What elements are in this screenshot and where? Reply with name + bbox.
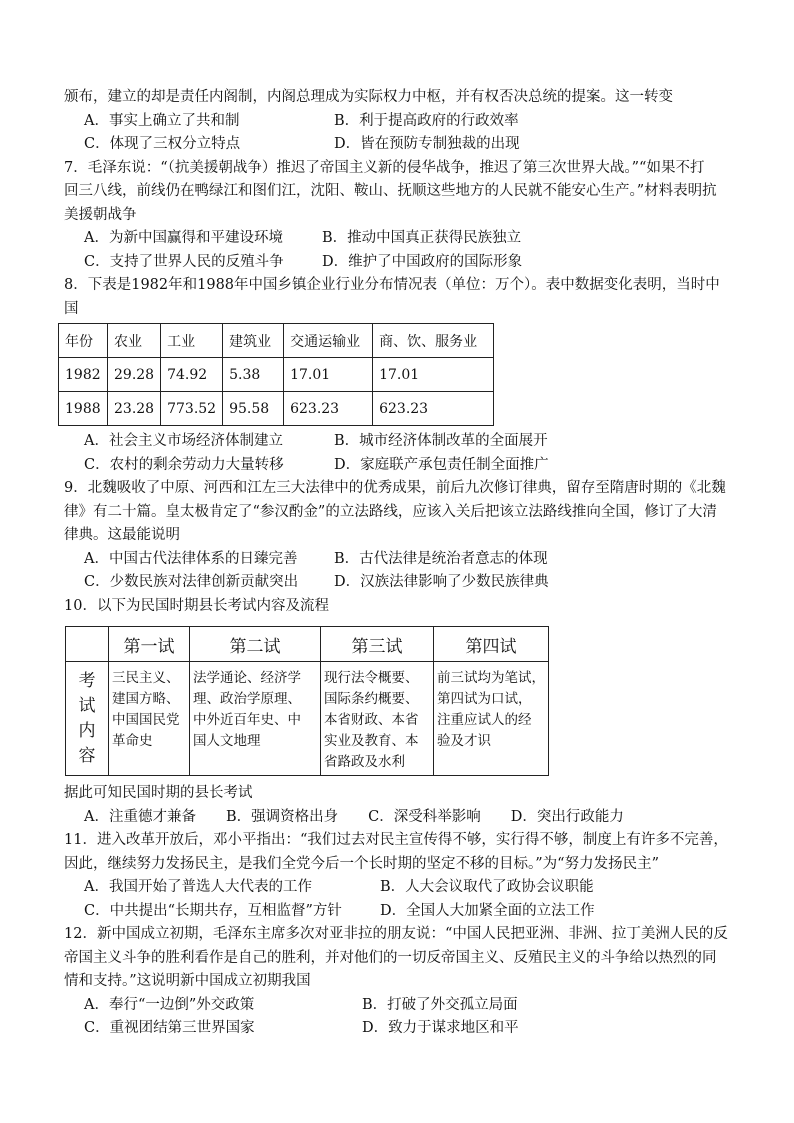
q11-stem-line2: 因此，继续努力发扬民主，是我们全党今后一个长时期的坚定不移的目标。”为“努力发扬民主” [64, 855, 659, 872]
q10-option-a[interactable]: A．注重德才兼备 [84, 808, 196, 825]
q9-stem-line3: 律典。这最能说明 [64, 527, 180, 543]
q11-option-a[interactable]: A．我国开始了普选人大代表的工作 [84, 879, 312, 895]
q10-option-b[interactable]: B．强调资格出身 [225, 808, 339, 825]
q9-stem-line2: 律》有二十篇。皇太极肯定了“参汉酌金”的立法路线，应该入关后把该立法路线推向全国，修订了大清 [64, 503, 717, 520]
q12-stem-line1: 12．新中国成立初期，毛泽东主席多次对亚非拉的朋友说：“中国人民把亚洲、非洲、拉丁美洲人民的反 [64, 926, 728, 942]
q6-options-row1 [64, 110, 744, 134]
q8-stem-line1: 8．下表是1982年和1988年中国乡镇企业行业分布情况表（单位：万个）。表中数据变化表明，当时中 [64, 277, 720, 293]
q8-option-c[interactable]: C．农村的剩余劳动力大量转移 [84, 456, 284, 473]
q6-option-b[interactable]: B．利于提高政府的行政效率 [334, 112, 519, 129]
q10-col-first: 第一试 [109, 627, 190, 662]
table-row [59, 358, 494, 392]
q10-cell-fourth: 前三试均为笔试， 第四试为口试， 注重应试人的经 验及才识 [434, 662, 549, 776]
table-cell: 1988 [59, 392, 108, 426]
q8-col-industry: 工业 [161, 324, 223, 358]
q8-stem-line2: 国 [64, 300, 79, 317]
q10-cell-second: 法学通论、经济学 理、政治学原理、 中外近百年史、中 国人文地理 [190, 662, 321, 776]
q8-data-table [58, 323, 494, 426]
table-cell: 74.92 [161, 358, 223, 392]
q12-options-row1 [64, 994, 744, 1018]
q10-option-d[interactable]: D．突出行政能力 [510, 808, 624, 825]
q8-col-transport: 交通运输业 [284, 324, 373, 358]
q7-option-b[interactable]: B．推动中国真正获得民族独立 [322, 230, 522, 246]
q10-col-third: 第三试 [321, 627, 434, 662]
q11-option-b[interactable]: B．人大会议取代了政协会议职能 [380, 879, 594, 895]
q7-stem-line1: 7．毛泽东说：“（抗美援朝战争）推迟了帝国主义新的侵华战争，推迟了第三次世界大战。”“如果不打 [64, 159, 705, 176]
q9-option-a[interactable]: A．中国古代法律体系的日臻完善 [84, 550, 298, 567]
q6-stem: 颁布，建立的却是责任内阁制，内阁总理成为实际权力中枢，并有权否决总统的提案。这一转变 [64, 89, 673, 105]
q10-exam-table [65, 626, 549, 776]
q10-col-fourth: 第四试 [434, 627, 549, 662]
q6-option-d[interactable]: D．皆在预防专制独裁的出现 [334, 136, 520, 152]
q10-options-row [64, 806, 744, 830]
q9-option-c[interactable]: C．少数民族对法律创新贡献突出 [84, 574, 299, 590]
q6-option-c[interactable]: C．体现了三权分立特点 [84, 136, 241, 152]
q8-col-service: 商、饮、服务业 [373, 324, 494, 358]
q8-col-year: 年份 [59, 324, 108, 358]
q10-option-c[interactable]: C．深受科举影响 [368, 808, 481, 825]
q12-option-b[interactable]: B．打破了外交孤立局面 [362, 996, 518, 1013]
q11-options-row1 [64, 876, 744, 900]
q7-options-row1 [64, 227, 744, 251]
q6-option-a[interactable]: A．事实上确立了共和制 [84, 112, 240, 129]
q12-option-c[interactable]: C．重视团结第三世界国家 [84, 1020, 255, 1036]
table-cell: 23.28 [108, 392, 161, 426]
table-cell: 623.23 [373, 392, 494, 426]
q8-options-row2 [64, 454, 744, 478]
q10-row-head: 考 试 内 容 [66, 662, 109, 776]
table-cell: 1982 [59, 358, 108, 392]
q8-option-a[interactable]: A．社会主义市场经济体制建立 [84, 433, 283, 449]
q12-option-a[interactable]: A．奉行“一边倒”外交政策 [84, 996, 255, 1013]
q9-option-d[interactable]: D．汉族法律影响了少数民族律典 [334, 574, 549, 590]
table-cell: 623.23 [284, 392, 373, 426]
q9-stem-line1: 9．北魏吸收了中原、河西和江左三大法律中的优秀成果，前后九次修订律典，留存至隋唐时期的《北魏 [64, 480, 726, 496]
q8-col-construction: 建筑业 [223, 324, 284, 358]
q12-option-d[interactable]: D．致力于谋求地区和平 [362, 1020, 519, 1036]
q12-options-row2 [64, 1017, 744, 1041]
q11-options-row2 [64, 900, 744, 924]
q10-stem-line1: 10．以下为民国时期县长考试内容及流程 [64, 597, 329, 614]
table-cell: 95.58 [223, 392, 284, 426]
q7-stem-line2: 回三八线，前线仍在鸭绿江和图们江，沈阳、鞍山、抚顺这些地方的人民就不能安心生产。”材料表明抗 [64, 183, 717, 199]
q10-table-header-row [66, 627, 549, 662]
q11-option-d[interactable]: D．全国人大加紧全面的立法工作 [380, 902, 595, 919]
q12-stem-line3: 情和支持。”这说明新中国成立初期我国 [64, 973, 311, 989]
q10-cell-first: 三民主义、 建国方略、 中国国民党 革命史 [109, 662, 190, 776]
q7-option-a[interactable]: A．为新中国赢得和平建设环境 [84, 230, 283, 246]
q8-option-d[interactable]: D．家庭联产承包责任制全面推广 [334, 456, 549, 473]
table-cell: 773.52 [161, 392, 223, 426]
q10-col-second: 第二试 [190, 627, 321, 662]
q10-stem-line2: 据此可知民国时期的县长考试 [64, 785, 253, 801]
table-row [59, 392, 494, 426]
q8-col-agriculture: 农业 [108, 324, 161, 358]
table-cell: 5.38 [223, 358, 284, 392]
table-cell: 17.01 [373, 358, 494, 392]
q12-stem-line2: 帝国主义斗争的胜利看作是自己的胜利，并对他们的一切反帝国主义、反殖民主义的斗争给以热烈的同 [64, 949, 717, 966]
table-cell: 17.01 [284, 358, 373, 392]
q9-options-row1 [64, 548, 744, 572]
q7-option-c[interactable]: C．支持了世界人民的反殖斗争 [84, 253, 284, 270]
q11-option-c[interactable]: C．中共提出“长期共存，互相监督”方针 [84, 902, 342, 919]
table-row [66, 662, 549, 776]
q10-corner-cell [66, 627, 109, 662]
table-cell: 29.28 [108, 358, 161, 392]
q7-stem-line3: 美援朝战争 [64, 206, 137, 223]
q10-cell-third: 现行法令概要、 国际条约概要、 本省财政、本省 实业及教育、本 省路政及水利 [321, 662, 434, 776]
q11-stem-line1: 11．进入改革开放后，邓小平指出：“我们过去对民主宣传得不够，实行得不够，制度上有许多不完善， [64, 832, 728, 848]
exam-page [64, 86, 744, 1041]
q9-options-row2 [64, 571, 744, 595]
q7-options-row2 [64, 251, 744, 275]
q9-option-b[interactable]: B．古代法律是统治者意志的体现 [334, 550, 548, 567]
q6-options-row2 [64, 133, 744, 157]
q8-option-b[interactable]: B．城市经济体制改革的全面展开 [334, 433, 548, 449]
q8-options-row1 [64, 430, 744, 454]
q7-option-d[interactable]: D．维护了中国政府的国际形象 [322, 253, 523, 270]
q8-table-header-row [59, 324, 494, 358]
